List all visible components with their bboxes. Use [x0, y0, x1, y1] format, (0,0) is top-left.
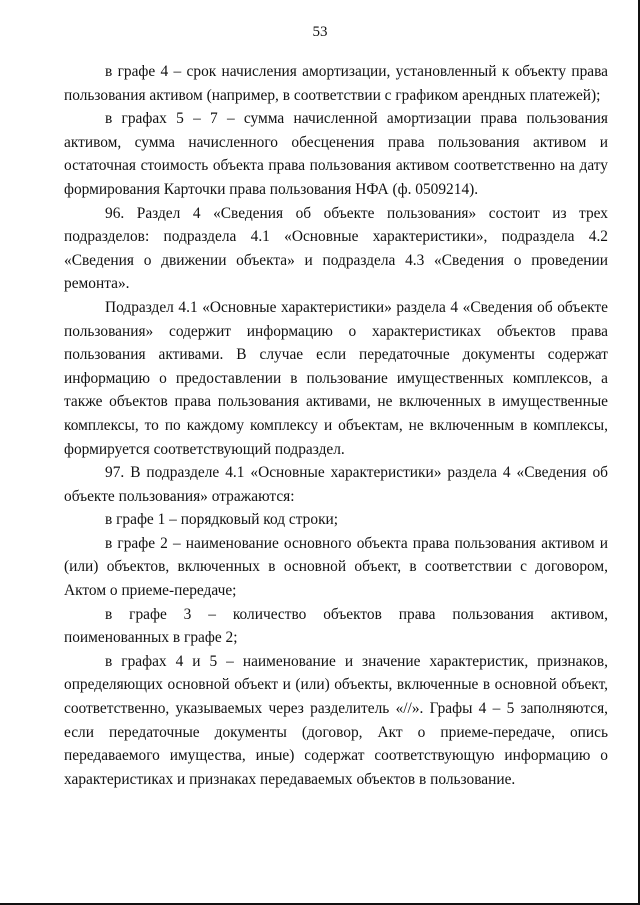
paragraph-columns-5-7: в графах 5 – 7 – сумма начисленной амортизации права пользования активом, сумма начисленного обесценения права пользования активом и остаточная стоимость объекта права пользования активом соответственно на дату формирования Карточки права пользования НФА (ф. 0509214).	[64, 110, 608, 198]
paragraph-columns-4-5: в графах 4 и 5 – наименование и значение характеристик, признаков, определяющих основной объект и (или) объекты, включенные в основной объект, соответственно, указываемых через разделитель «//». Графы 4 – 5 заполняются, если передаточные документы (договор, Акт о приеме-передаче, опись передаваемого имущества, иные) содержат соответствующую информацию о характеристиках и признаках передаваемых объектов в пользование.	[64, 652, 608, 788]
paragraph-column-4: в графе 4 – срок начисления амортизации, установленный к объекту права пользования активом (например, в соответствии с графиком арендных платежей);	[64, 63, 608, 104]
document-body	[64, 60, 608, 791]
page-number: 53	[312, 24, 328, 40]
paragraph-column-3: в графе 3 – количество объектов права пользования активом, поименованных в графе 2;	[64, 605, 608, 647]
paragraph-column-1: в графе 1 – порядковый код строки;	[105, 511, 339, 529]
paragraph-subsection-4-1: Подраздел 4.1 «Основные характеристики» раздела 4 «Сведения об объекте пользования» содержит информацию о характеристиках объектов права пользования активами. В случае если передаточные документы содержат информацию о предоставлении в пользование имущественных комплексов, а также объектов права пользования активами, не включенных в имущественные комплексы, то по каждому комплексу и объектам, не включенным в комплексы, формируется соответствующий подраздел.	[64, 298, 608, 458]
paragraph-96: 96. Раздел 4 «Сведения об объекте пользования» состоит из трех подразделов: подраздела 4.1 «Основные характеристики», подраздела 4.2 «Сведения о движении объекта» и подраздела 4.3 «Сведения о проведении ремонта».	[64, 204, 608, 293]
paragraph-column-2: в графе 2 – наименование основного объекта права пользования активом и (или) объектов, включенных в основной объект, в соответствии с договором, Актом о приеме-передаче;	[64, 534, 608, 600]
paragraph-97: 97. В подразделе 4.1 «Основные характеристики» раздела 4 «Сведения об объекте пользования» отражаются:	[64, 464, 608, 505]
